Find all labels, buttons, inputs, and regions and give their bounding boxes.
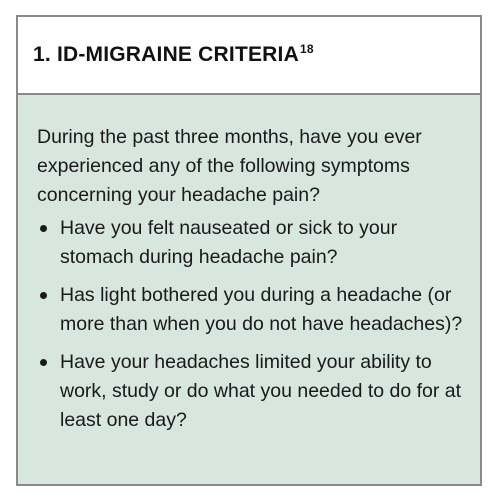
list-item bbox=[37, 281, 470, 339]
criteria-body bbox=[18, 95, 480, 484]
title-bar bbox=[18, 17, 480, 95]
list-item-text: Have your headaches limited your ability to work, study or do what you needed to do for at least one day? bbox=[60, 351, 462, 431]
list-item bbox=[37, 214, 470, 272]
list-item-text: Has light bothered you during a headache (or more than when you do not have headaches)? bbox=[60, 284, 463, 335]
criteria-box bbox=[16, 15, 482, 486]
box-title-text: 1. ID-MIGRAINE CRITERIA bbox=[33, 43, 299, 66]
intro-text: During the past three months, have you ever experienced any of the following symptoms concerning your headache pain? bbox=[37, 126, 422, 206]
bullet-icon bbox=[40, 292, 47, 299]
bullet-icon bbox=[40, 359, 47, 366]
title-citation: 18 bbox=[299, 42, 314, 56]
criteria-list bbox=[37, 214, 470, 435]
list-item-text: Have you felt nauseated or sick to your stomach during headache pain? bbox=[60, 217, 398, 268]
list-item bbox=[37, 348, 470, 435]
box-title bbox=[33, 43, 314, 67]
bullet-icon bbox=[40, 225, 47, 232]
